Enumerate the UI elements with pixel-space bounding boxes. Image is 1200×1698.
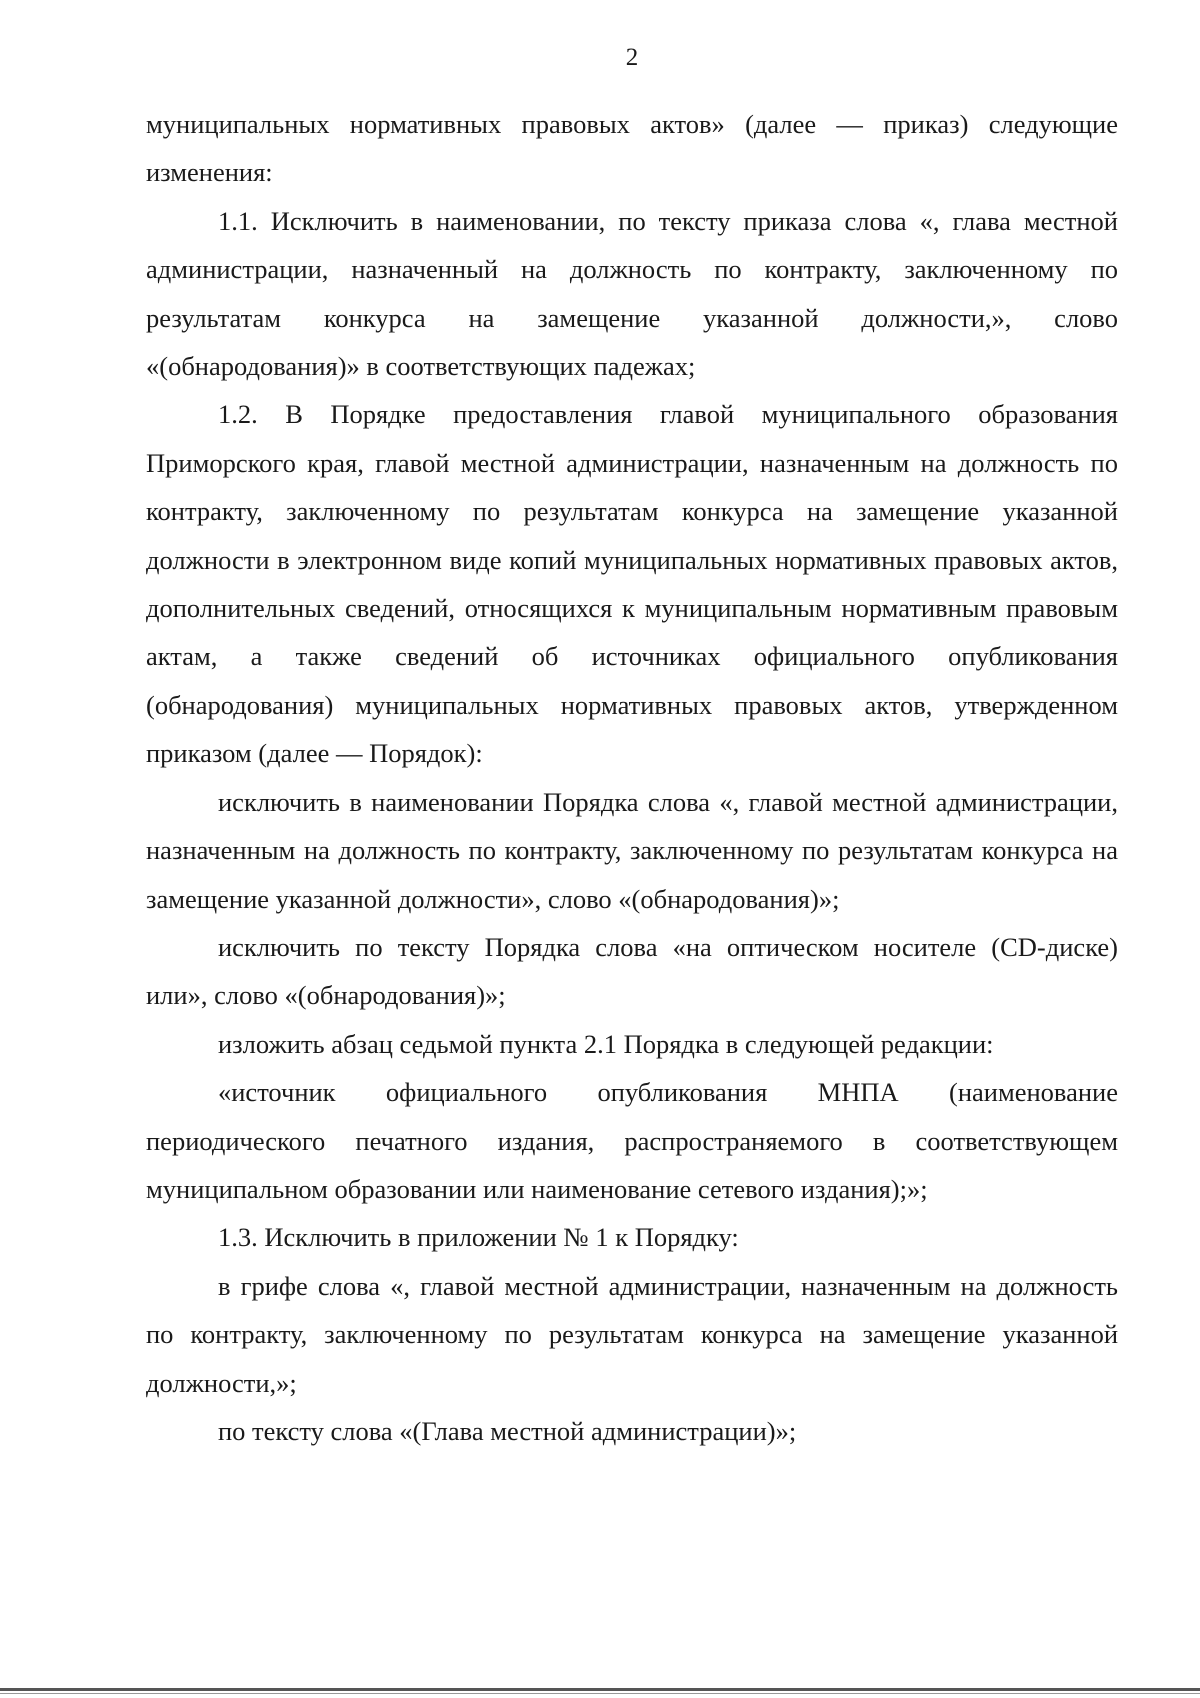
paragraph-changes-intro: муниципальных нормативных правовых актов» (далее — приказ) следующие изменения:	[146, 109, 1118, 188]
page-number: 2	[625, 44, 639, 71]
paragraph-amend-clause-2-1: изложить абзац седьмой пункта 2.1 Порядка в следующей редакции:	[218, 1028, 994, 1059]
scan-bottom-edge-shadow	[0, 1693, 1200, 1694]
paragraph-exclude-text-words: исключить по тексту Порядка слова «на оптическом носителе (CD-диске) или», слово «(обнародования)»;	[146, 931, 1118, 1011]
paragraph-item-1-3: 1.3. Исключить в приложении № 1 к Порядку:	[218, 1222, 739, 1253]
scan-bottom-edge	[0, 1688, 1200, 1691]
document-body	[146, 100, 1118, 1455]
paragraph-text-words: по тексту слова «(Глава местной администрации)»;	[218, 1415, 797, 1446]
paragraph-item-1-1: 1.1. Исключить в наименовании, по тексту приказа слова «, глава местной администрации, назначенный на должность по контракту, заключенному по результатам конкурса на замещение указанной должности,», слово «(обнародования)» в соответствующих падежах;	[146, 205, 1118, 382]
paragraph-stamp-words: в грифе слова «, главой местной администрации, назначенным на должность по контракту, заключенному по результатам конкурса на замещение указанной должности,»;	[146, 1270, 1118, 1398]
paragraph-exclude-title-words: исключить в наименовании Порядка слова «, главой местной администрации, назначенным на должность по контракту, заключенному по результатам конкурса на замещение указанной должности», слово «(обнародования)»;	[146, 786, 1118, 914]
paragraph-item-1-2: 1.2. В Порядке предоставления главой муниципального образования Приморского края, главой местной администрации, назначенным на должность по контракту, заключенному по результатам конкурса на замещение указанной должности в электронном виде копий муниципальных нормативных правовых актов, дополнительных сведений, относящихся к муниципальным нормативным правовым актам, а также сведений об источниках официального опубликования (обнародования) муниципальных нормативных правовых актов, утвержденном приказом (далее — Порядок):	[146, 399, 1118, 769]
paragraph-new-wording: «источник официального опубликования МНПА (наименование периодического печатного издания, распространяемого в соответствующем муниципальном образовании или наименование сетевого издания);»;	[146, 1077, 1118, 1204]
